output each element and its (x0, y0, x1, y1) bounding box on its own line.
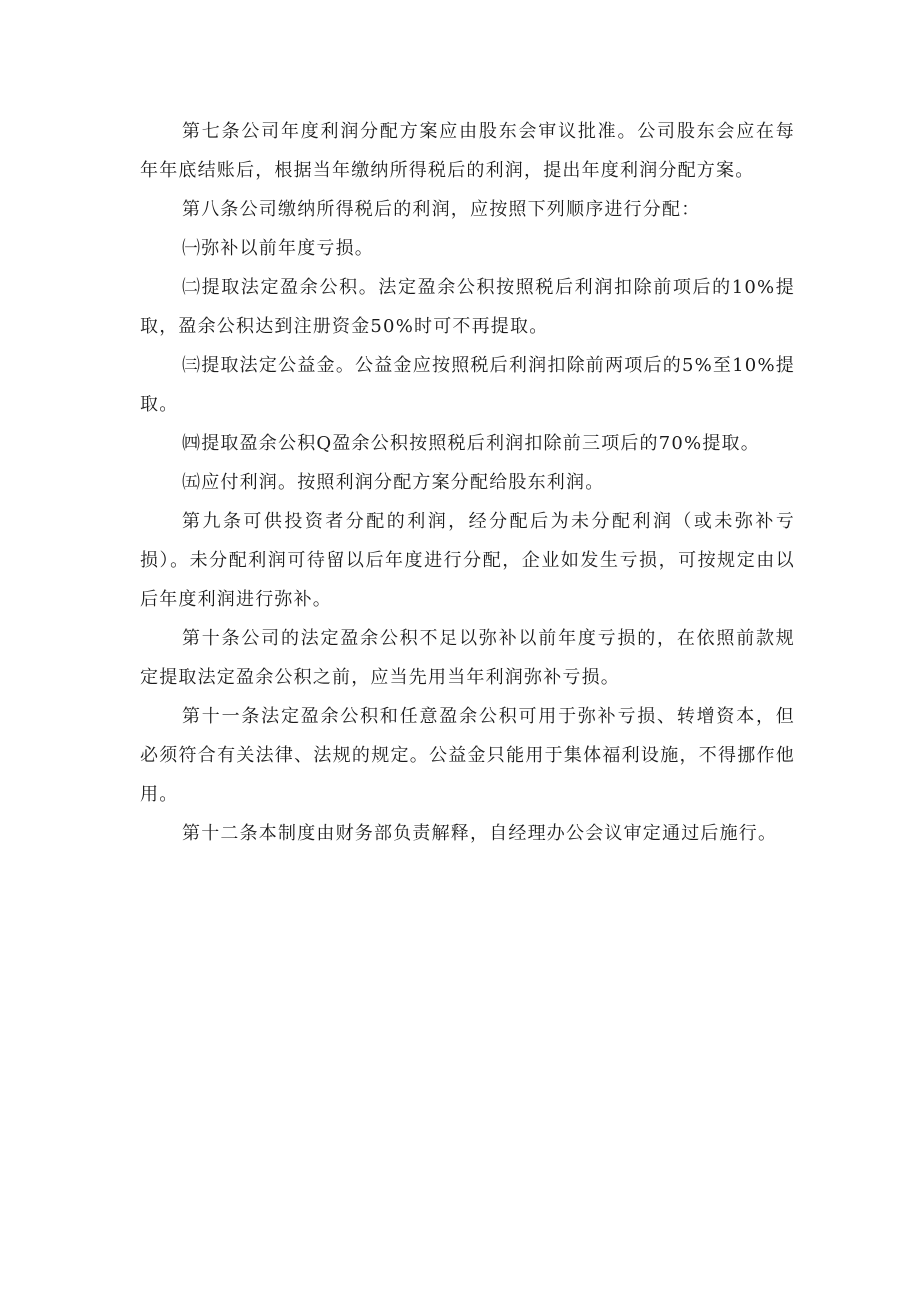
item-1-paragraph: ㈠弥补以前年度亏损。 (182, 238, 374, 259)
item-5-paragraph: ㈤应付利润。按照利润分配方案分配给股东利润。 (182, 472, 605, 493)
article-9-paragraph: 第九条可供投资者分配的利润，经分配后为未分配利润（或未弥补亏损）。未分配利润可待留以后年度进行分配，企业如发生亏损，可按规定由以后年度利润进行弥补。 (140, 511, 795, 610)
article-7-paragraph: 第七条公司年度利润分配方案应由股东会审议批准。公司股东会应在每年年底结账后，根据当年缴纳所得税后的利润，提出年度利润分配方案。 (140, 121, 795, 181)
item-4-paragraph: ㈣提取盈余公积Q盈余公积按照税后利润扣除前三项后的70%提取。 (182, 433, 760, 454)
item-2-paragraph: ㈡提取法定盈余公积。法定盈余公积按照税后利润扣除前项后的10%提取，盈余公积达到注册资金50%时可不再提取。 (140, 277, 795, 337)
article-12-paragraph: 第十二条本制度由财务部负责解释，自经理办公会议审定通过后施行。 (182, 823, 778, 844)
item-3-paragraph: ㈢提取法定公益金。公益金应按照税后利润扣除前两项后的5%至10%提取。 (140, 355, 795, 415)
document-page (140, 112, 795, 853)
article-10-paragraph: 第十条公司的法定盈余公积不足以弥补以前年度亏损的，在依照前款规定提取法定盈余公积之前，应当先用当年利润弥补亏损。 (140, 628, 795, 688)
article-11-paragraph: 第十一条法定盈余公积和任意盈余公积可用于弥补亏损、转增资本，但必须符合有关法律、法规的规定。公益金只能用于集体福利设施，不得挪作他用。 (140, 706, 795, 805)
article-8-paragraph: 第八条公司缴纳所得税后的利润，应按照下列顺序进行分配： (182, 199, 701, 220)
